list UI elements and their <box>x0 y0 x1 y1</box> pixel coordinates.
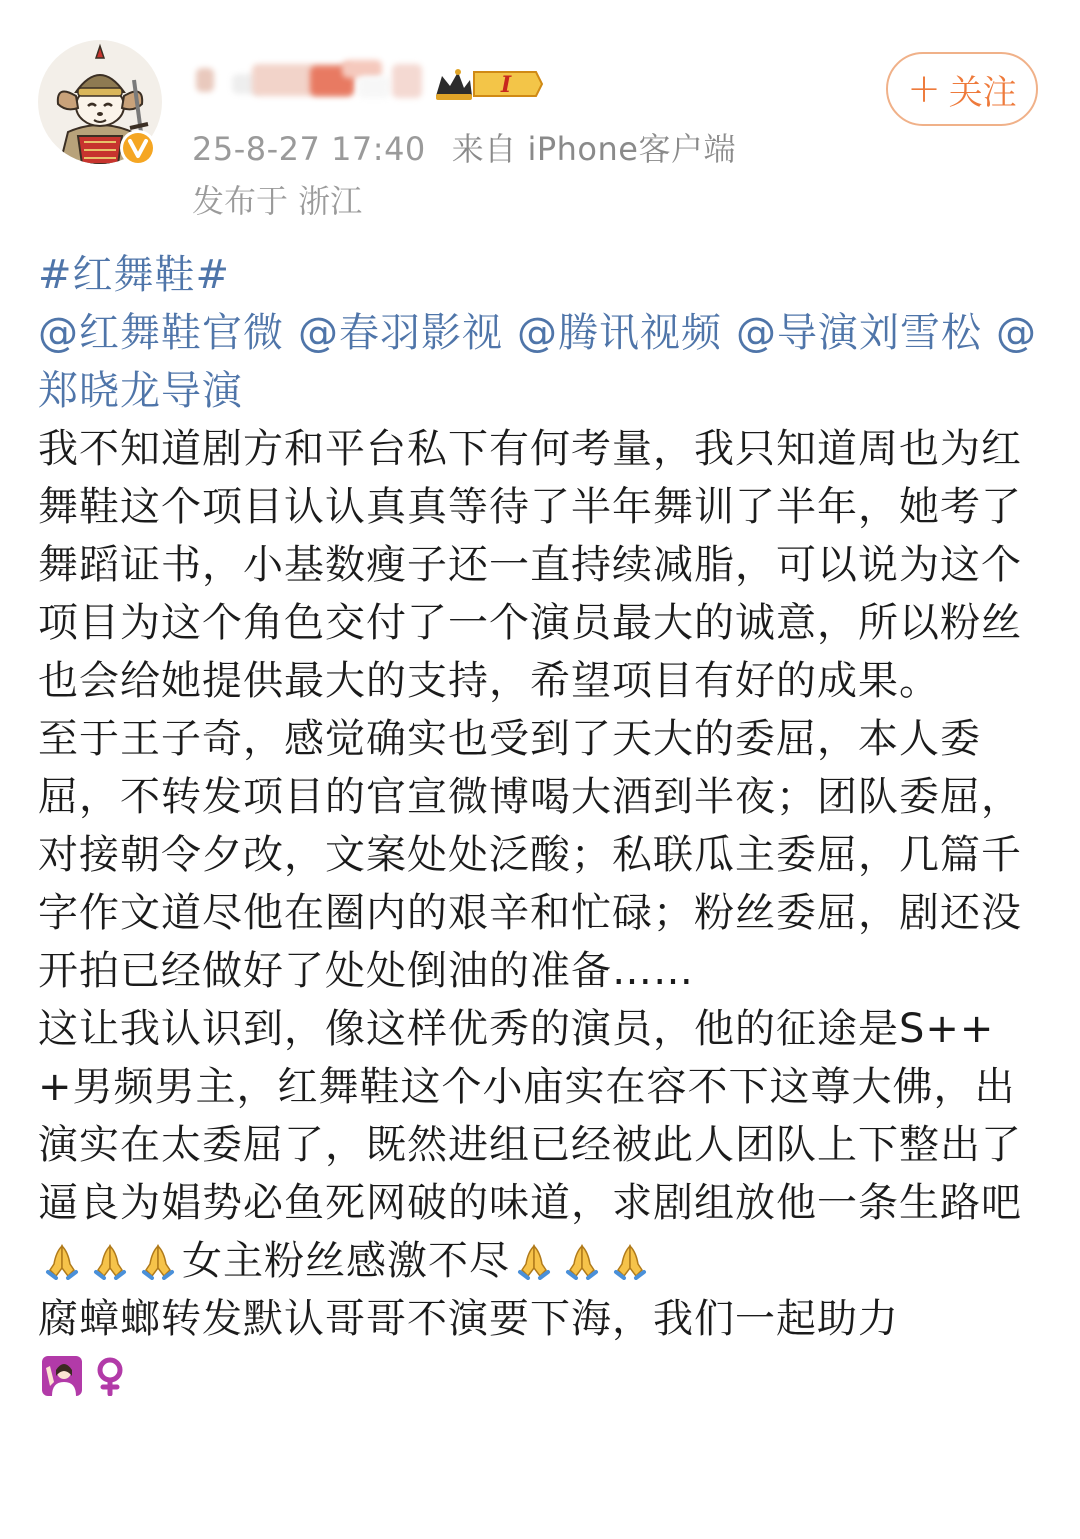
plus-icon: + <box>907 66 941 112</box>
paragraph-4: 腐蟑螂转发默认哥哥不演要下海，我们一起助力 <box>38 1296 899 1342</box>
trailing-emojis <box>38 1348 1048 1406</box>
pray-icon <box>42 1240 82 1280</box>
post-location: 发布于 浙江 <box>192 182 363 220</box>
mention-link[interactable]: @导演刘雪松 <box>736 310 982 356</box>
post-source[interactable]: 来自 iPhone客户端 <box>451 130 736 168</box>
verified-badge-icon <box>118 128 158 168</box>
paragraph-2: 至于王子奇，感觉确实也受到了天大的委屈，本人委屈，不转发项目的官宣微博喝大酒到半夜；团队委屈，对接朝令夕改，文案处处泛酸；私联瓜主委屈，几篇千字作文道尽他在圈内的艰辛和忙碌；粉丝委屈，剧还没开拍已经做好了处处倒油的准备…… <box>38 716 1022 994</box>
post-content <box>38 246 1048 1406</box>
membership-level-badge[interactable] <box>432 62 544 106</box>
crown-icon <box>436 69 472 100</box>
mention-link[interactable]: @腾讯视频 <box>517 310 722 356</box>
woman-raising-hand-icon <box>42 1356 82 1396</box>
hashtag-link[interactable]: #红舞鞋# <box>38 252 231 298</box>
female-sign-icon <box>90 1356 130 1396</box>
hashtag-line <box>38 246 1048 304</box>
follow-label: 关注 <box>948 72 1017 113</box>
username-redacted[interactable] <box>192 56 452 104</box>
post-meta <box>192 124 736 170</box>
svg-text:I: I <box>500 72 512 98</box>
mention-link[interactable]: @春羽影视 <box>298 310 503 356</box>
paragraph-3-tail: 女主粉丝感激不尽 <box>182 1238 510 1284</box>
post-timestamp[interactable]: 25-8-27 17:40 <box>192 130 426 168</box>
mention-link[interactable]: @红舞鞋官微 <box>38 310 284 356</box>
paragraph-3 <box>38 1000 1048 1290</box>
pray-icon <box>562 1240 602 1280</box>
pray-icon <box>138 1240 178 1280</box>
mentions-line <box>38 304 1048 420</box>
pray-icon <box>514 1240 554 1280</box>
pray-icon <box>610 1240 650 1280</box>
paragraph-1: 我不知道剧方和平台私下有何考量，我只知道周也为红舞鞋这个项目认认真真等待了半年舞训了半年，她考了舞蹈证书，小基数瘦子还一直持续减脂，可以说为这个项目为这个角色交付了一个演员最大的诚意，所以粉丝也会给她提供最大的支持，希望项目有好的成果。 <box>38 426 1022 704</box>
pray-icon <box>90 1240 130 1280</box>
paragraph-3-text: 这让我认识到，像这样优秀的演员，他的征途是S+++男频男主，红舞鞋这个小庙实在容不下这尊大佛，出演实在太委屈了，既然进组已经被此人团队上下整出了逼良为娼势必鱼死网破的味道，求剧组放他一条生路吧 <box>38 1006 1022 1226</box>
follow-button[interactable] <box>886 52 1038 126</box>
mention-link[interactable]: @郑晓龙导演 <box>38 310 1037 414</box>
